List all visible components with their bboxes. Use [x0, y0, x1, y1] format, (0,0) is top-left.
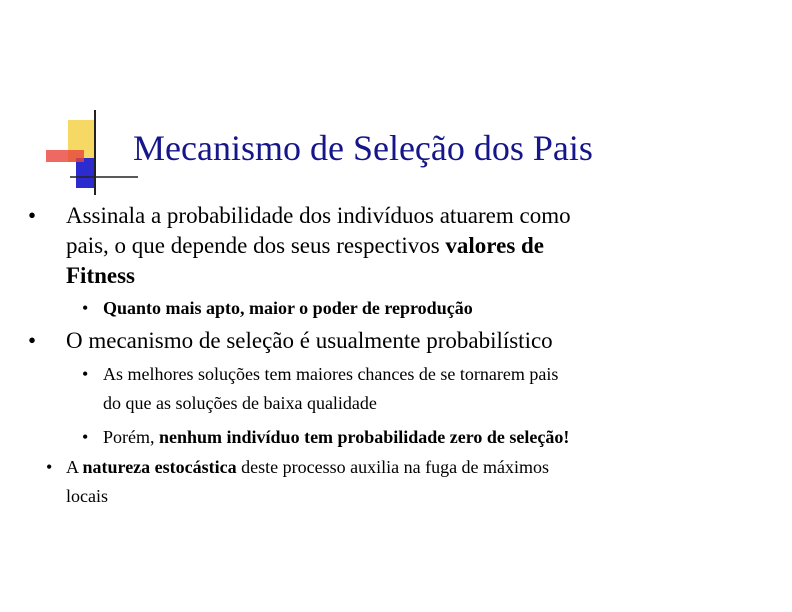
bullet-marker: •	[46, 457, 53, 477]
bullet3-line1: A natureza estocástica deste processo auxilia na fuga de máximos	[66, 457, 550, 477]
bullet-marker: •	[28, 203, 37, 228]
slide-logo-graphic	[40, 110, 140, 200]
sub-bullet-marker: •	[82, 298, 89, 318]
bullet1-line3: Fitness	[66, 263, 135, 288]
slide-title: Mecanismo de Seleção dos Pais	[133, 128, 593, 168]
bullet2-sub2: Porém, nenhum indivíduo tem probabilidade zero de seleção!	[103, 427, 570, 447]
bullet1-subbullet: Quanto mais apto, maior o poder de reprodução	[103, 298, 473, 318]
bullet2-text: O mecanismo de seleção é usualmente probabilístico	[66, 328, 553, 353]
bullet3-line2: locais	[66, 486, 108, 506]
bullet1-line2: pais, o que depende dos seus respectivos valores de	[66, 233, 545, 258]
bullet2-sub1-line2: do que as soluções de baixa qualidade	[103, 393, 377, 413]
bullet2-sub1-line1: As melhores soluções tem maiores chances de se tornarem pais	[103, 364, 559, 384]
sub-bullet-marker: •	[82, 427, 89, 447]
bullet1-line1: Assinala a probabilidade dos indivíduos atuarem como	[66, 203, 571, 228]
sub-bullet-marker: •	[82, 364, 89, 384]
bullet-marker: •	[28, 328, 37, 353]
